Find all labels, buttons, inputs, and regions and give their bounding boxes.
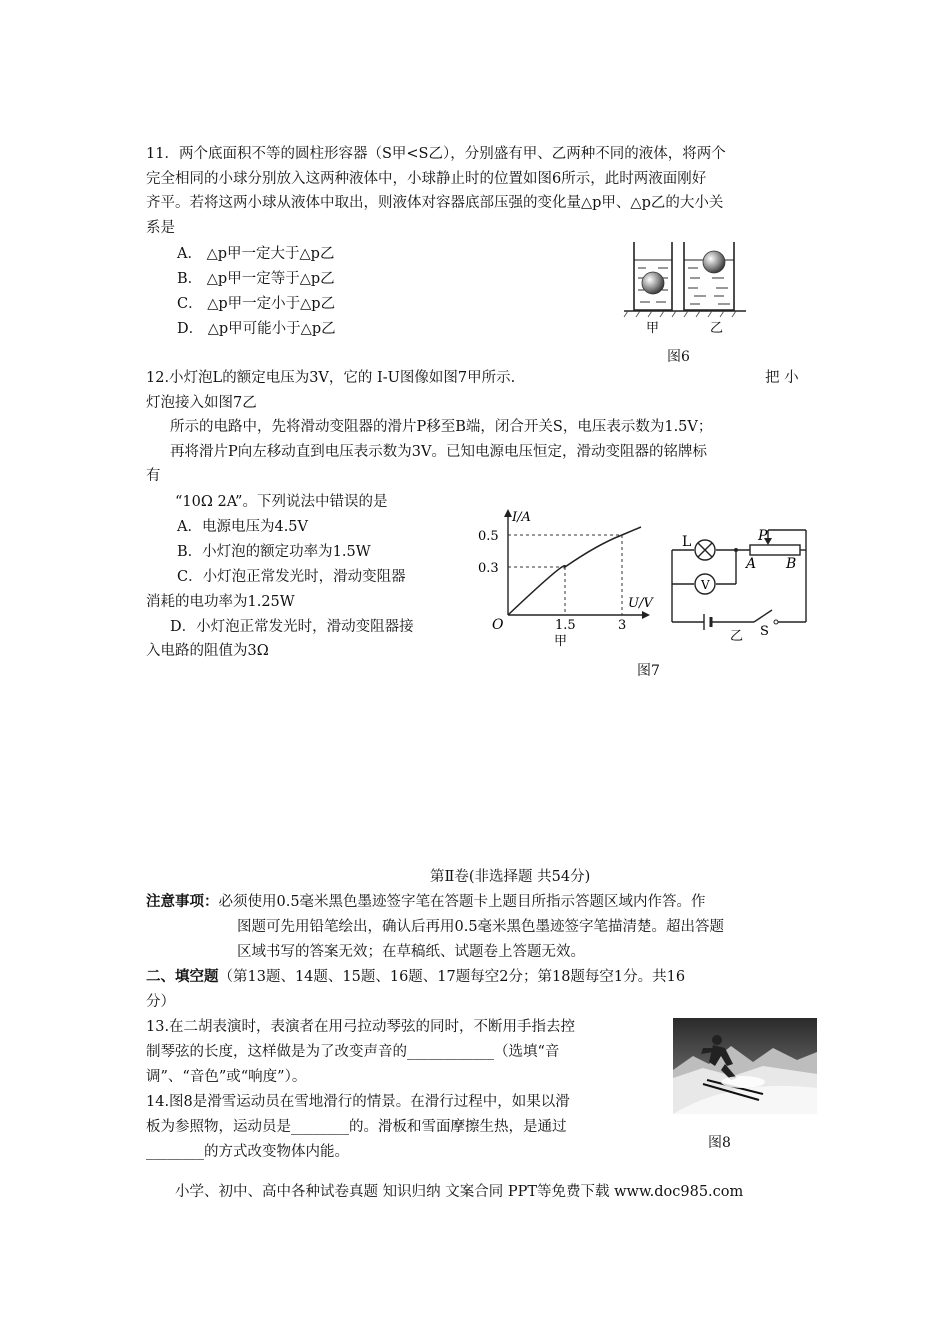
q12-option-b: B．小灯泡的额定功率为1.5W [177,544,371,560]
notice-line1: 注意事项：必须使用0.5毫米黑色墨迹签字笔在答题卡上题目所指示答题区域内作答。作 [146,894,706,910]
graph-sub-label: 甲 [554,634,568,649]
figure-6-containers [620,238,750,338]
q12-line3: 所示的电路中，先将滑动变阻器的滑片P移至B端，闭合开关S，电压表示数为1.5V； [170,419,713,435]
section-2-heading: 第Ⅱ卷(非选择题 共54分) [430,869,591,885]
q14-line3: ________的方式改变物体内能。 [146,1144,349,1160]
q14-line2: 板为参照物，运动员是________的。滑板和雪面摩擦生热，是通过 [146,1119,567,1135]
q11-option-d: D． △p甲可能小于△p乙 [177,321,336,337]
circuit-label-L: L [682,534,692,550]
q13-line1: 13.在二胡表演时，表演者在用弓拉动琴弦的同时，不断用手指去控 [146,1019,576,1035]
q13-line3: 调”、“音色”或“响度”）。 [146,1069,307,1085]
x-axis-arrow [642,611,650,619]
q12-line4: 再将滑片P向左移动直到电压表示数为3V。已知电源电压恒定，滑动变阻器的铭牌标 [170,444,707,460]
fill-blank-heading: 二、填空题（第13题、14题、15题、16题、17题每空2分；第18题每空1分。共16 [146,969,686,985]
circuit-label-S: S [760,624,769,639]
fig6-label-right: 乙 [710,321,724,336]
x-tick-label: 3 [618,618,627,633]
iu-curve [508,527,641,615]
q12-line1b: 把 小 [765,370,799,386]
circuit-label-P: P [758,528,768,544]
q12-line6: “10Ω 2A”。下列说法中错误的是 [175,494,388,510]
fill-blank-note-line2: 分） [146,994,175,1010]
y-axis-label: I/A [512,510,531,525]
fig6-label-left: 甲 [646,321,660,336]
y-axis-arrow [504,509,512,517]
notice-label: 注意事项： [146,894,219,910]
q12-line2: 灯泡接入如图7乙 [146,395,257,411]
y-tick-label: 0.3 [478,561,499,576]
figure-7-circuit [668,518,814,642]
figure-7-iu-graph [470,505,660,650]
x-axis-label: U/V [628,596,653,611]
q12-line1a: 12.小灯泡L的额定电压为3V，它的 I-U图像如图7甲所示. [146,370,516,386]
q12-option-d-line1: D．小灯泡正常发光时，滑动变阻器接 [170,619,414,635]
figure-8-caption: 图8 [708,1135,731,1151]
circuit-label-B: B [786,556,797,572]
circuit-sub-label: 乙 [730,629,744,642]
q11-option-a: A． △p甲一定大于△p乙 [177,246,335,262]
origin-label: O [492,617,504,633]
q12-option-a: A．电源电压为4.5V [177,519,309,535]
figure-8-skier-photo [673,1018,817,1114]
question-11-stem: 11．两个底面积不等的圆柱形容器（S甲<S乙），分别盛有甲、乙两种不同的液体，将两个 完全相同的小球分别放入这两种液体中，小球静止时的位置如图6所示，此时两液面刚好 齐平。若将这两小球从液体中取出，则液体对容器底部压强的变化量△p甲、△p乙的大小关 系是 [146,146,726,236]
q12-option-c-line2: 消耗的电功率为1.25W [146,594,295,610]
circuit-label-A: A [746,556,757,572]
notice-line2: 图题可先用铅笔绘出，确认后再用0.5毫米黑色墨迹签字笔描清楚。超出答题 [237,919,725,935]
q14-line1: 14.图8是滑雪运动员在雪地滑行的情景。在滑行过程中，如果以滑 [146,1094,570,1110]
q11-option-b: B． △p甲一定等于△p乙 [177,271,335,287]
q12-option-d-line2: 入电路的阻值为3Ω [146,643,269,659]
q12-option-c-line1: C．小灯泡正常发光时，滑动变阻器 [177,569,406,585]
q12-line5: 有 [146,468,161,484]
notice-line3: 区域书写的答案无效；在草稿纸、试题卷上答题无效。 [237,944,585,960]
q11-option-c: C． △p甲一定小于△p乙 [177,296,336,312]
figure-7-caption: 图7 [637,663,660,679]
q13-line2: 制琴弦的长度，这样做是为了改变声音的____________（选填“音 [146,1044,560,1060]
fill-blank-label: 二、填空题 [146,969,219,985]
footer-text: 小学、初中、高中各种试卷真题 知识归纳 文案合同 PPT等免费下载 www.doc985.com [175,1184,744,1200]
y-tick-label: 0.5 [478,529,499,544]
figure-6-caption: 图6 [667,349,690,365]
x-tick-label: 1.5 [555,618,576,633]
circuit-label-V: V [701,578,710,592]
